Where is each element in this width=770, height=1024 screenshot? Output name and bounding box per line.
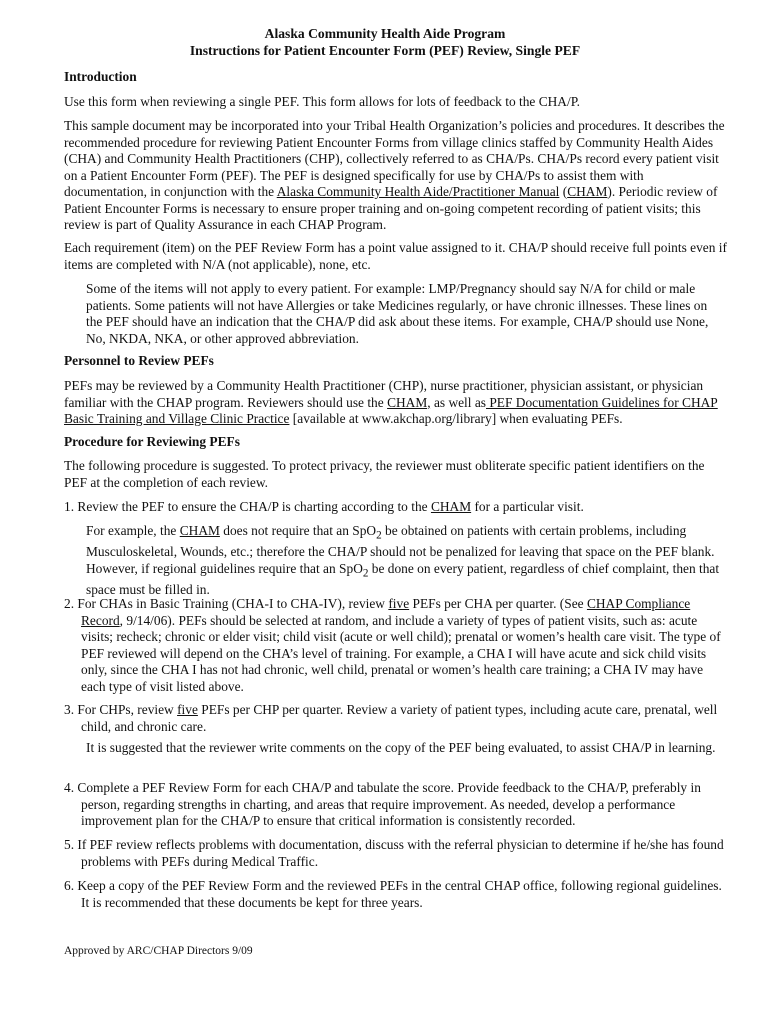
- intro-heading: Introduction: [64, 69, 137, 84]
- procedure-heading: Procedure for Reviewing PEFs: [64, 434, 240, 449]
- procedure-item-5: 5. If PEF review reflects problems with documentation, discuss with the referral physician to determine if he/she has found problems with PEFs during Medical Traffic.: [64, 837, 724, 869]
- approval-footer: Approved by ARC/CHAP Directors 9/09: [64, 945, 253, 957]
- cham-link-2[interactable]: CHAM,: [387, 394, 431, 410]
- pef-guidelines-link[interactable]: PEF Documentation Guidelines for CHAP Basic Training and Village Clinic Practice: [64, 394, 718, 426]
- intro-para-4: Some of the items will not apply to every patient. For example: LMP/Pregnancy should say N/A for child or male patients. Some patients will not have Allergies or take Medicines regularly, or have chronic illnesses. These lines on the PEF should have an indication that the CHA/P did ask about these items. For example, CHA/P should use None, No, NKDA, NKA, or other approved abbreviation.: [86, 281, 709, 346]
- procedure-item-6: 6. Keep a copy of the PEF Review Form and the reviewed PEFs in the central CHAP office, following regional guidelines. It is recommended that these documents be kept for three years.: [64, 878, 722, 910]
- procedure-item-1: 1. Review the PEF to ensure the CHA/P is charting according to the CHAM for a particular visit.: [64, 499, 584, 514]
- procedure-item-4: 4. Complete a PEF Review Form for each CHA/P and tabulate the score. Provide feedback to the CHA/P, preferably in person, regarding strengths in charting, and areas that require improvement. As needed, develop a performance improvement plan for the CHA/P to ensure that critical information is consistently recorded.: [64, 780, 701, 828]
- cham-link-4[interactable]: CHAM: [179, 523, 220, 538]
- procedure-item-3: 3. For CHPs, review five PEFs per CHP per quarter. Review a variety of patient types, including acute care, prenatal, well child, and chronic care.: [64, 702, 718, 734]
- personnel-heading: Personnel to Review PEFs: [64, 353, 214, 368]
- procedure-item-2: 2. For CHAs in Basic Training (CHA-I to CHA-IV), review five PEFs per CHA per quarter. (See CHAP Compliance Record, 9/14/06). PEFs should be selected at random, and include a variety of types of patient visits, such as: acute visits; recheck; chronic or elder visit; child visit (acute or well child); prenatal or women’s health care visit. The type of PEF reviewed will depend on the CHA’s level of training. For example, a CHA I will have acute and sick child visits only, since the CHA I has not had chronic, well child, prenatal or women’s health care training; a CHA IV may have each type of visit listed above.: [64, 596, 721, 694]
- cham-manual-link[interactable]: Alaska Community Health Aide/Practitioner Manual: [276, 184, 560, 199]
- intro-para-3: Each requirement (item) on the PEF Review Form has a point value assigned to it. CHA/P should receive full points even if items are completed with N/A (not applicable), none, etc.: [64, 240, 727, 272]
- compliance-record-link[interactable]: CHAP Compliance Record: [81, 596, 691, 628]
- intro-para-1: Use this form when reviewing a single PEF. This form allows for lots of feedback to the CHA/P.: [64, 94, 581, 109]
- personnel-para: PEFs may be reviewed by a Community Health Practitioner (CHP), nurse practitioner, physician assistant, or physician familiar with the CHAP program. Reviewers should use the CHAM, as well as PEF Documentation Guidelines for CHAP Basic Training and Village Clinic Practice [available at www.akchap.org/library] when evaluating PEFs.: [64, 378, 718, 426]
- intro-para-2: This sample document may be incorporated into your Tribal Health Organization’s policies and procedures. It describes the recommended procedure for reviewing Patient Encounter Forms from village clinics staffed by Community Health Aides (CHA) and Community Health Practitioners (CHP), collectively referred to as CHA/Ps. CHA/Ps record every patient visit on a Patient Encounter Form (PEF). The PEF is designed specifically for use by CHA/Ps to assist them with documentation, in conjunction with the Alaska Community Health Aide/Practitioner Manual (CHAM). Periodic review of Patient Encounter Forms is necessary to ensure proper training and on-going competent recording of patient visits; this review is part of Quality Assurance in each CHAP Program.: [64, 118, 725, 232]
- doc-title-line2: Instructions for Patient Encounter Form (PEF) Review, Single PEF: [189, 43, 581, 58]
- cham-link-3[interactable]: CHAM: [430, 499, 472, 514]
- procedure-intro: The following procedure is suggested. To protect privacy, the reviewer must obliterate specific patient identifiers on the PEF at the completion of each review.: [64, 458, 705, 490]
- doc-title-line1: Alaska Community Health Aide Program: [264, 26, 506, 41]
- procedure-item-1-note: For example, the CHAM does not require that an SpO$_2$ be obtained on patients with certain problems, including Musculoskeletal, Wounds, etc.; therefore the CHA/P should not be penalized for leaving that space on the PEF blank. However, if regional guidelines require that an SpO$_2$ be done on every patient, regardless of chief complaint, then that space must be filled in.: [86, 523, 720, 597]
- procedure-item-3-note: It is suggested that the reviewer write comments on the copy of the PEF being evaluated, to assist CHA/P in learning.: [86, 740, 716, 755]
- cham-link[interactable]: CHAM: [567, 184, 608, 199]
